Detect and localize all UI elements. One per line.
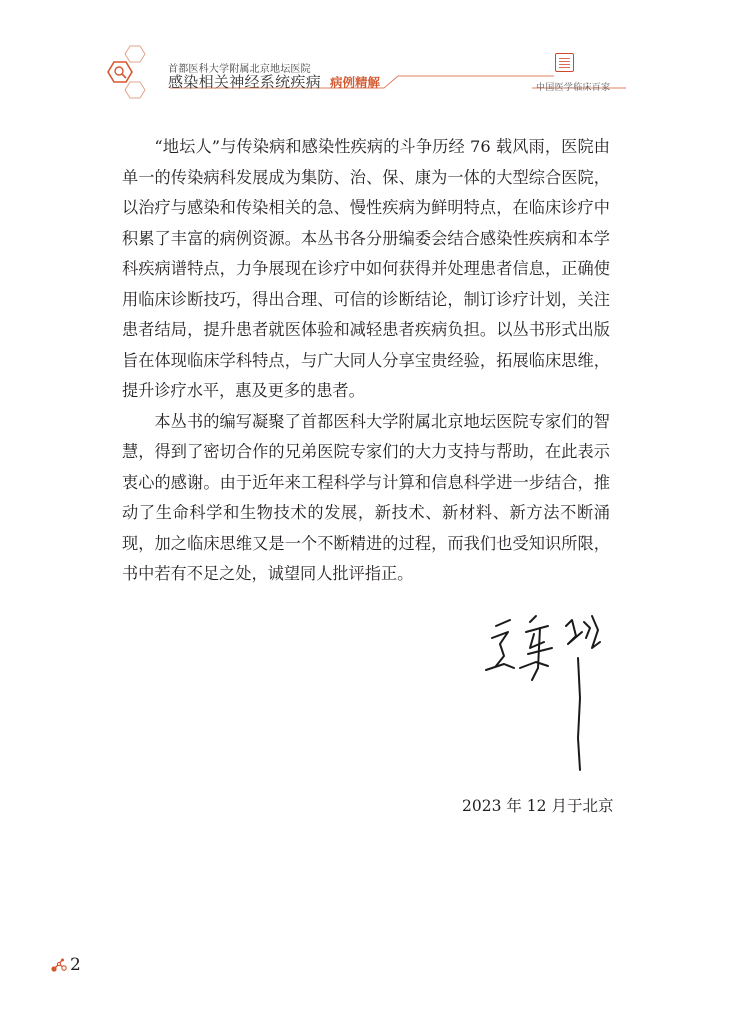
page-number: 2 [70,955,81,975]
paragraph: “地坛人”与传染病和感染性疾病的斗争历经 76 载风雨，医院由单一的传染病科发展成为集防、治、保、康为一体的大型综合医院，以治疗与感染和传染相关的急、慢性疾病为鲜明特点，在临床诊疗中积累了丰富的病例资源。本丛书各分册编委会结合感染性疾病和本学科疾病谱特点，力争展现在诊疗中如何获得并处理患者信息，正确使用临床诊断技巧，得出合理、可信的诊断结论，制订诊疗计划，关注患者结局，提升患者就医体验和减轻患者疾病负担。以丛书形式出版旨在体现临床学科特点，与广大同人分享宝贵经验，拓展临床思维，提升诊疗水平，惠及更多的患者。 [122,137,610,400]
series-seal-icon [555,53,574,72]
book-title: 感染相关神经系统疾病 [168,73,322,91]
date-line: 2023 年 12 月于北京 [462,797,614,815]
institution-name: 首都医科大学附属北京地坛医院 [168,64,311,75]
preface-body [122,132,610,590]
molecule-icon [50,958,68,974]
paragraph: 本丛书的编写凝聚了首都医科大学附属北京地坛医院专家们的智慧，得到了密切合作的兄弟医院专家们的大力支持与帮助，在此表示衷心的感谢。由于近年来工程科学与计算和信息科学进一步结合，推动了生命科学和生物技术的发展，新技术、新材料、新方法不断涌现，加之临床思维又是一个不断精进的过程，而我们也受知识所限，书中若有不足之处，诚望同人批评指正。 [122,411,610,583]
book-subtitle: 病例精解 [330,75,381,90]
handwritten-signature [474,608,614,780]
series-name: 中国医学临床百家 [536,83,611,93]
running-header [0,0,730,100]
